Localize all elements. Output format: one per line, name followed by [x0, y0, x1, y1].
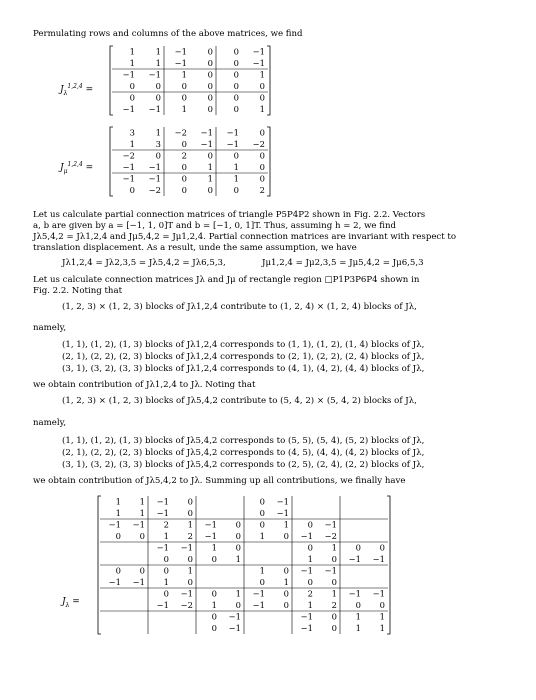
matrix-j-lambda-cell: 0 [211, 623, 217, 633]
matrix-j-lambda-cell: 0 [139, 565, 145, 576]
matrix-j-lambda-cell: 0 [283, 531, 289, 541]
matrix-j-lambda-cell: −1 [156, 600, 169, 610]
matrix-j-lambda-cell: −2 [324, 531, 337, 541]
matrix-j-lambda-124-cell: −1 [252, 58, 265, 68]
matrix-j-lambda-cell: −1 [108, 577, 121, 587]
matrix-j-lambda-cell: 0 [211, 611, 217, 622]
matrix-j-lambda-124-cell: −1 [252, 46, 265, 57]
intro-text: Permulating rows and columns of the above matrices, we find [33, 29, 303, 39]
matrix-j-lambda-124-cell: −1 [174, 58, 187, 68]
matrix-j-mu-124-cell: −1 [200, 127, 213, 138]
matrix-j-lambda-cell: 0 [307, 542, 313, 553]
matrix-j-lambda-cell: 0 [355, 542, 361, 553]
matrix-j-lambda-cell: 1 [379, 611, 385, 622]
matrix-j-lambda-cell: 1 [331, 542, 337, 553]
matrix-j-lambda-124-cell: 0 [207, 58, 213, 68]
matrix-j-lambda-cell: −1 [204, 519, 217, 530]
matrix-j-mu-124-cell: 0 [181, 173, 187, 184]
matrix-j-lambda-124-cell: 1 [259, 104, 265, 114]
matrix-j-lambda-cell: −1 [108, 519, 121, 530]
matrix-j-mu-124-svg [108, 125, 272, 198]
matrix-j-lambda-cell: 0 [331, 623, 337, 633]
matrix-j-lambda-cell: −1 [132, 519, 145, 530]
matrix-j-mu-124-cell: −2 [252, 139, 265, 149]
matrix-j-lambda-cell: 0 [211, 588, 217, 599]
matrix-j-mu-124-cell: 1 [207, 162, 213, 172]
namely-1: namely, [33, 323, 67, 333]
matrix-j-mu-124-cell: 0 [207, 150, 213, 161]
matrix-j-lambda-cell: 1 [259, 565, 265, 576]
matrix-j-mu-124-cell: −2 [122, 150, 135, 161]
matrix-j-lambda-124-cell: 0 [207, 104, 213, 114]
matrix-j-lambda-124-cell: 0 [207, 81, 213, 91]
paragraph-line-3: Jλ5,4,2 = Jλ1,2,4 and Jμ5,4,2 = Jμ1,2,4. Partial connection matrices are invariant with respect to [33, 232, 457, 242]
matrix-j-lambda-124-cell: 1 [259, 69, 265, 80]
matrix-j-lambda-cell: 1 [115, 508, 121, 518]
matrix-j-mu-124-cell: −1 [122, 162, 135, 172]
correspond-1-1: (1, 1), (1, 2), (1, 3) blocks of Jλ1,2,4 corresponds to (1, 1), (1, 2), (1, 4) blocks of Jλ, [62, 340, 425, 350]
matrix-j-lambda-cell: 0 [379, 600, 385, 610]
matrix-j-lambda-cell: 1 [235, 588, 241, 599]
matrix-j-lambda-124-cell: 0 [207, 69, 213, 80]
matrix-j-lambda-cell: 1 [235, 554, 241, 564]
matrix-j-lambda-124-cell: 1 [155, 46, 161, 57]
matrix-j-mu-124-cell: 0 [259, 150, 265, 161]
matrix-j-lambda-cell: −1 [204, 531, 217, 541]
matrix-j-lambda-cell: 0 [163, 588, 169, 599]
block-statement-1: (1, 2, 3) × (1, 2, 3) blocks of Jλ1,2,4 contribute to (1, 2, 4) × (1, 2, 4) blocks of Jλ, [62, 302, 417, 312]
matrix-j-lambda-124-cell: 1 [181, 69, 187, 80]
matrix-j-mu-124-cell: −1 [148, 162, 161, 172]
matrix-j-lambda-124-cell: 0 [207, 46, 213, 57]
matrix-j-lambda-cell: 0 [331, 611, 337, 622]
matrix-j-lambda-cell: −1 [276, 496, 289, 507]
matrix-j-mu-124-cell: −1 [200, 139, 213, 149]
matrix-j-lambda-124-cell: 0 [155, 81, 161, 91]
matrix-j-lambda-cell: 2 [187, 531, 193, 541]
matrix-j-mu-124-cell: 1 [233, 162, 239, 172]
matrix-j-lambda-124-cell: 1 [155, 58, 161, 68]
matrix-j-lambda-cell: 1 [379, 623, 385, 633]
matrix-j-mu-124-cell: 0 [259, 162, 265, 172]
matrix-j-lambda-cell: 1 [139, 508, 145, 518]
matrix-j-lambda-124-right-bracket [267, 46, 270, 115]
equation-lambda: Jλ1,2,4 = Jλ2,3,5 = Jλ5,4,2 = Jλ6,5,3, [62, 258, 226, 268]
matrix-j-lambda-124-cell: −1 [148, 104, 161, 114]
matrix-j-mu-124-cell: 0 [259, 173, 265, 184]
matrix-j-lambda-cell: −1 [228, 611, 241, 622]
matrix-j-lambda-cell: 0 [187, 577, 193, 587]
matrix-j-lambda-124 [108, 44, 272, 117]
matrix-j-lambda-cell: −1 [372, 554, 385, 564]
paragraph-line-4: translation displacement. As a result, unde the same assumption, we have [33, 243, 357, 253]
matrix-j-lambda-cell: 0 [307, 519, 313, 530]
matrix-j-lambda-cell: 1 [211, 600, 217, 610]
matrix-j-lambda-cell: −1 [252, 600, 265, 610]
matrix-j-lambda-124-cell: 0 [233, 104, 239, 114]
matrix-j-lambda-cell: 1 [259, 531, 265, 541]
block-statement-2: (1, 2, 3) × (1, 2, 3) blocks of Jλ5,4,2 contribute to (5, 4, 2) × (5, 4, 2) blocks of Jλ, [62, 396, 417, 406]
matrix-j-lambda-cell: 0 [259, 577, 265, 587]
matrix-j-lambda-cell: −1 [156, 508, 169, 518]
matrix-j-lambda-cell: 2 [163, 519, 169, 530]
matrix-j-lambda-cell: −1 [132, 577, 145, 587]
matrix-j-lambda-cell: 0 [235, 600, 241, 610]
matrix-j-lambda-cell: 1 [163, 577, 169, 587]
matrix-j-mu-124-cell: 1 [207, 173, 213, 184]
matrix-j-mu-124-cell: −2 [174, 127, 187, 138]
matrix-j-mu-124-cell: 0 [181, 185, 187, 195]
matrix-j-mu-124-cell: 0 [259, 127, 265, 138]
matrix-j-lambda-cell: 0 [163, 565, 169, 576]
matrix-j-lambda-124-cell: 0 [233, 46, 239, 57]
matrix-j-lambda-cell: 0 [379, 542, 385, 553]
matrix-j-lambda-124-cell: −1 [122, 104, 135, 114]
matrix-j-lambda-cell: 0 [355, 600, 361, 610]
matrix-j-mu-124-cell: 3 [155, 139, 161, 149]
matrix-j-lambda-cell: −1 [180, 542, 193, 553]
matrix-j-lambda-cell: −1 [180, 588, 193, 599]
matrix-j-lambda-124-cell: 0 [155, 92, 161, 103]
matrix-j-lambda-cell: −1 [348, 554, 361, 564]
matrix-j-lambda-cell: 1 [283, 519, 289, 530]
correspond-2-2: (2, 1), (2, 2), (2, 3) blocks of Jλ5,4,2 corresponds to (4, 5), (4, 4), (4, 2) blocks of Jλ, [62, 448, 425, 458]
matrix-j-lambda-svg [96, 494, 392, 636]
matrix-j-lambda-cell: 1 [115, 496, 121, 507]
matrix-j-lambda-cell: −2 [180, 600, 193, 610]
matrix-j-lambda-cell: 1 [187, 519, 193, 530]
matrix-j-lambda-124-cell: 0 [207, 92, 213, 103]
matrix-j-lambda-cell: −1 [300, 531, 313, 541]
matrix-j-lambda-cell: 0 [115, 565, 121, 576]
matrix-j-lambda-cell: −1 [156, 542, 169, 553]
matrix-j-lambda-cell: 1 [163, 531, 169, 541]
matrix-j-lambda-cell: 0 [187, 508, 193, 518]
matrix-j-mu-124-cell: 0 [129, 185, 135, 195]
matrix-j-lambda-cell: 0 [283, 565, 289, 576]
matrix-j-lambda-cell: 1 [331, 588, 337, 599]
matrix-j-mu-124-cell: 2 [181, 150, 187, 161]
matrix-j-lambda-cell: 0 [235, 531, 241, 541]
matrix-j-lambda-cell: 0 [139, 531, 145, 541]
matrix-j-lambda-cell: 1 [187, 565, 193, 576]
matrix-j-lambda-124-cell: 0 [233, 81, 239, 91]
matrix-j-lambda-cell: −1 [228, 623, 241, 633]
matrix-j-mu-124-cell: 1 [129, 139, 135, 149]
matrix-j-mu-124-cell: −1 [226, 127, 239, 138]
matrix-j-lambda-124-cell: 0 [181, 92, 187, 103]
matrix-j-lambda-124-cell: −1 [122, 69, 135, 80]
matrix-j-lambda-124-cell: 0 [233, 92, 239, 103]
matrix-j-mu-124-cell: 0 [233, 150, 239, 161]
matrix-j-lambda-cell: 0 [235, 519, 241, 530]
matrix-j-lambda-124-cell: 0 [259, 81, 265, 91]
matrix-j-lambda-124-cell: 0 [259, 92, 265, 103]
matrix-j-lambda-cell: 1 [355, 611, 361, 622]
correspond-1-2: (2, 1), (2, 2), (2, 3) blocks of Jλ1,2,4 corresponds to (2, 1), (2, 2), (2, 4) blocks of Jλ, [62, 352, 425, 362]
paragraph-line-1: Let us calculate partial connection matrices of triangle P5P4P2 shown in Fig. 2.2. Vectors [33, 210, 426, 220]
matrix-j-lambda-cell: 0 [211, 554, 217, 564]
matrix-j-lambda-cell: 0 [163, 554, 169, 564]
matrix-j-lambda [96, 494, 392, 636]
matrix-j-lambda-cell: 0 [283, 600, 289, 610]
matrix-j-mu-124 [108, 125, 272, 198]
correspond-2-3: (3, 1), (3, 2), (3, 3) blocks of Jλ5,4,2 corresponds to (2, 5), (2, 4), (2, 2) blocks of Jλ, [62, 460, 425, 470]
matrix-j-lambda-cell: −1 [324, 519, 337, 530]
matrix-label-j-lambda: $J_\lambda$ = [62, 597, 80, 609]
equation-mu: Jμ1,2,4 = Jμ2,3,5 = Jμ5,4,2 = Jμ6,5,3 [262, 258, 424, 268]
matrix-j-lambda-cell: 0 [331, 577, 337, 587]
matrix-j-lambda-cell: −1 [324, 565, 337, 576]
matrix-j-lambda-cell: 1 [307, 600, 313, 610]
matrix-label-j-lambda-124: $J_\lambda^{1,2,4}$ = [60, 83, 94, 97]
matrix-j-lambda-cell: −1 [348, 588, 361, 599]
matrix-j-lambda-124-cell: 1 [181, 104, 187, 114]
matrix-j-mu-124-cell: −1 [226, 139, 239, 149]
matrix-j-lambda-cell: −1 [156, 496, 169, 507]
matrix-j-mu-124-cell: −1 [122, 173, 135, 184]
matrix-j-lambda-cell: −1 [300, 565, 313, 576]
paragraph2-line-1: Let us calculate connection matrices Jλ and Jμ of rectangle region □P1P3P6P4 shown in [33, 275, 420, 285]
matrix-j-mu-124-cell: −1 [148, 173, 161, 184]
matrix-j-lambda-124-cell: 0 [233, 58, 239, 68]
matrix-j-lambda-cell: 1 [283, 577, 289, 587]
matrix-j-lambda-cell: 0 [259, 496, 265, 507]
matrix-j-mu-124-cell: 0 [155, 150, 161, 161]
matrix-j-lambda-124-cell: 1 [129, 46, 135, 57]
matrix-j-lambda-cell: 2 [307, 588, 313, 599]
matrix-j-lambda-124-cell: −1 [148, 69, 161, 80]
namely-2: namely, [33, 418, 67, 428]
matrix-j-mu-124-cell: 1 [233, 173, 239, 184]
matrix-j-lambda-cell: −1 [372, 588, 385, 599]
matrix-j-lambda-124-cell: 0 [181, 81, 187, 91]
matrix-j-lambda-cell: 0 [259, 519, 265, 530]
matrix-j-lambda-cell: −1 [300, 611, 313, 622]
matrix-j-mu-124-cell: −2 [148, 185, 161, 195]
matrix-j-lambda-124-cell: 0 [129, 92, 135, 103]
paragraph2-line-2: Fig. 2.2. Noting that [33, 286, 123, 296]
matrix-j-lambda-cell: 0 [235, 542, 241, 553]
matrix-j-lambda-cell: 0 [283, 588, 289, 599]
matrix-j-mu-124-cell: 0 [207, 185, 213, 195]
matrix-j-lambda-cell: 2 [331, 600, 337, 610]
matrix-j-lambda-124-cell: −1 [174, 46, 187, 57]
obtain-2: we obtain contribution of Jλ5,4,2 to Jλ. Summing up all contributions, we finally have [33, 476, 406, 486]
matrix-j-lambda-124-left-bracket [110, 46, 113, 115]
matrix-j-mu-124-left-bracket [110, 127, 113, 196]
matrix-j-mu-124-cell: 0 [181, 139, 187, 149]
matrix-j-lambda-cell: −1 [276, 508, 289, 518]
matrix-j-lambda-cell: 1 [307, 554, 313, 564]
matrix-j-lambda-cell: 0 [187, 496, 193, 507]
paragraph-line-2: a, b are given by a = [−1, 1, 0]T and b = [−1, 0, 1]T. Thus, assuming h = 2, we find [33, 221, 397, 231]
matrix-j-lambda-cell: 0 [259, 508, 265, 518]
matrix-j-lambda-cell: 1 [139, 496, 145, 507]
matrix-label-j-mu-124: $J_\mu^{1,2,4}$ = [60, 161, 94, 175]
matrix-j-mu-124-cell: 3 [129, 127, 135, 138]
obtain-1: we obtain contribution of Jλ1,2,4 to Jλ. Noting that [33, 380, 256, 390]
matrix-j-lambda-124-cell: 0 [233, 69, 239, 80]
matrix-j-mu-124-cell: 1 [155, 127, 161, 138]
matrix-j-lambda-cell: 0 [331, 554, 337, 564]
matrix-j-lambda-124-svg [108, 44, 272, 117]
correspond-1-3: (3, 1), (3, 2), (3, 3) blocks of Jλ1,2,4 corresponds to (4, 1), (4, 2), (4, 4) blocks of Jλ, [62, 364, 425, 374]
matrix-j-lambda-cell: 0 [187, 554, 193, 564]
matrix-j-mu-124-right-bracket [267, 127, 270, 196]
matrix-j-lambda-cell: 1 [355, 623, 361, 633]
matrix-j-mu-124-cell: 0 [181, 162, 187, 172]
matrix-j-mu-124-cell: 0 [233, 185, 239, 195]
matrix-j-lambda-cell: −1 [300, 623, 313, 633]
correspond-2-1: (1, 1), (1, 2), (1, 3) blocks of Jλ5,4,2 corresponds to (5, 5), (5, 4), (5, 2) blocks of Jλ, [62, 436, 425, 446]
matrix-j-mu-124-cell: 2 [259, 185, 265, 195]
matrix-j-lambda-cell: −1 [252, 588, 265, 599]
matrix-j-lambda-124-cell: 0 [129, 81, 135, 91]
matrix-j-lambda-cell: 1 [211, 542, 217, 553]
matrix-j-lambda-cell: 0 [307, 577, 313, 587]
matrix-j-lambda-124-cell: 1 [129, 58, 135, 68]
matrix-j-lambda-cell: 0 [115, 531, 121, 541]
